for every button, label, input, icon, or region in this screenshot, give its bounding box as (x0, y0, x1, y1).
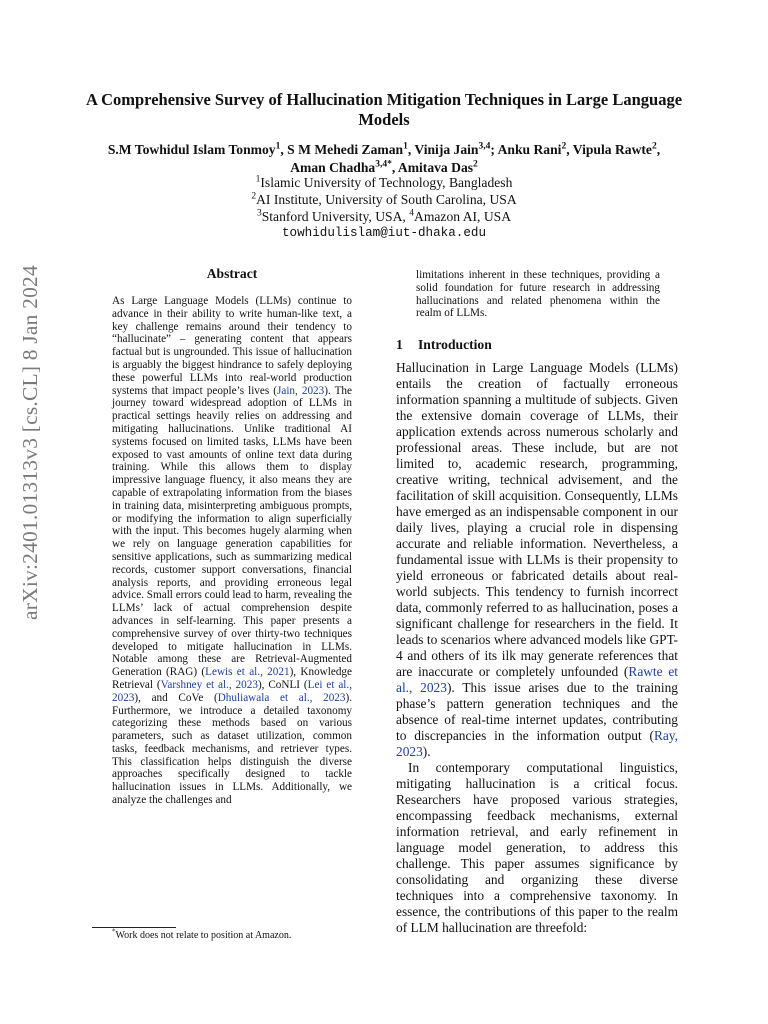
abstract-continued: limitations inherent in these techniques, providing a solid foundation for future research in addressing hallucinations and related phenomena within the realm of LLMs. (416, 269, 660, 320)
abstract-text: ), and CoVe ( (134, 691, 218, 704)
footnote (112, 927, 372, 942)
author-affiliation-mark: 2 (473, 159, 478, 170)
section-number: 1 (396, 337, 403, 352)
affiliation-line (100, 209, 668, 226)
abstract-text: As Large Language Models (LLMs) continue to advance in their ability to write human-like text, a key challenge remains around their tendency to “hallucinate” – generating content that appears factual but is ungrounded. This issue of hallucination is arguably the biggest hindrance to safely deploying these powerful LLMs into real-world production systems that impact people’s lives ( (112, 295, 352, 397)
citation-link[interactable]: Jain, 2023 (277, 384, 325, 397)
paragraph (396, 360, 678, 760)
affiliation-name: Amazon AI, USA (414, 208, 512, 224)
abstract-text: ). Furthermore, we introduce a detailed taxonomy categorizing these methods based on various parameters, such as dataset utilization, common tasks, feedback mechanisms, and retriever types. This classification helps distinguish the diverse approaches specifically designed to tackle hallucination issues in LLMs. Additionally, we analyze the challenges and (112, 691, 353, 807)
introduction-body (396, 360, 678, 936)
author-name: Amitava Das (397, 160, 474, 175)
author-name: Aman Chadha (290, 160, 376, 175)
paragraph: In contemporary computational linguistics, mitigating hallucination is a critical focus. Researchers have proposed various strategies, encompassing feedback mechanisms, external information retrieval, and early refinement in language model generation, to address this challenge. This paper assumes significance by consolidating and organizing these diverse techniques into a comprehensive taxonomy. In essence, the contributions of this paper to the realm of LLM hallucination are threefold: (396, 760, 678, 935)
affiliation-name: Stanford University, USA, (261, 208, 410, 224)
author-name: Anku Rani (497, 142, 562, 157)
citation-link[interactable]: Dhuliawala et al., 2023 (217, 691, 346, 704)
abstract-text: ). The journey toward widespread adoption of LLMs in practical settings heavily relies on addressing and mitigating hallucinations. Unlike traditional AI systems focused on limited tasks, LLMs have been exposed to vast amounts of online text data during training. While this allows them to display impressive language fluency, it also means they are capable of extrapolating information from the biases in training data, misinterpreting ambiguous prompts, or modifying the information to align superficially with the input. This becomes hugely alarming when we rely on language generation capabilities for sensitive applications, such as summarizing medical records, customer support conversations, financial analysis reports, and providing erroneous legal advice. Small errors could lead to harm, revealing the LLMs’ lack of actual comprehension despite advances in self-learning. This paper presents a comprehensive survey of over thirty-two techniques developed to mitigate hallucination in LLMs. Notable among these are Retrieval-Augmented Generation (RAG) ( (112, 384, 352, 679)
author-separator: , (280, 142, 288, 157)
footnote-mark: * (112, 927, 116, 936)
affiliation-name: Islamic University of Technology, Bangladesh (260, 175, 513, 190)
author-affiliation-mark: 1 (275, 141, 281, 152)
affiliation-mark: 1 (255, 174, 261, 185)
arxiv-identifier: arXiv:2401.01313v3 [cs.CL] 8 Jan 2024 (18, 265, 42, 620)
author-name: S M Mehedi Zaman (287, 142, 404, 157)
intro-text: Hallucination in Large Language Models (LLMs) entails the creation of factually erroneous information spanning a multitude of subjects. Given the extensive domain coverage of LLMs, their application extends across numerous scholarly and professional areas. These include, but are not limited to, academic research, programming, creative writing, technical advisement, and the facilitation of skill acquisition. Consequently, LLMs have emerged as an indispensable component in our daily lives, playing a crucial role in dispensing accurate and reliable information. Nevertheless, a fundamental issue with LLMs is their propensity to yield erroneous or fabricated details about real-world subjects. This tendency to furnish incorrect data, commonly referred to as hallucination, poses a significant challenge for researchers in the field. It leads to scenarios where advanced models like GPT-4 and others of its ilk may generate references that are inaccurate or completely unfounded ( (396, 360, 678, 679)
affiliation-name: AI Institute, University of South Carolina, USA (256, 191, 517, 207)
author-separator: , (566, 142, 573, 157)
author-affiliation-mark: 2 (651, 141, 657, 152)
abstract-body (112, 295, 352, 807)
author-separator: ; (490, 142, 498, 157)
author-separator: , (407, 142, 415, 157)
affiliation-mark: 2 (251, 191, 257, 202)
author-affiliation-mark: 3,4* (375, 159, 392, 170)
citation-link[interactable]: Varshney et al., 2023 (160, 678, 258, 691)
section-heading (396, 337, 492, 353)
footnote-divider (92, 927, 176, 928)
affiliation-line (100, 192, 668, 209)
citation-link[interactable]: Ray, 2023 (396, 728, 678, 759)
affiliation-mark: 4 (409, 208, 414, 219)
intro-text: ). (422, 744, 431, 759)
intro-text: ). This issue arises due to the training phase’s pattern generation techniques and the absence of real-time internet updates, contributing to discrepancies in the information output ( (396, 680, 678, 743)
author-affiliation-mark: 2 (561, 141, 567, 152)
author-affiliation-mark: 1 (403, 141, 408, 152)
citation-link[interactable]: Lei et al., 2023 (112, 678, 352, 704)
author-separator: , (656, 142, 661, 157)
contact-email: towhidulislam@iut-dhaka.edu (281, 226, 487, 241)
affiliation-line (100, 175, 668, 192)
abstract-text: ), Knowledge Retrieval ( (112, 666, 352, 691)
affiliations (100, 175, 668, 242)
abstract-heading: Abstract (206, 266, 258, 281)
author-list (60, 141, 708, 177)
footnote-text: Work does not relate to position at Amazon. (115, 930, 292, 941)
author-separator: , (391, 160, 398, 175)
abstract-text: ), CoNLI ( (257, 678, 308, 691)
author-name: Vinija Jain (414, 142, 479, 157)
author-name: Vipula Rawte (572, 142, 652, 157)
paper-title: A Comprehensive Survey of Hallucination Mitigation Techniques in Large Language Models (85, 90, 683, 129)
section-title: Introduction (418, 337, 492, 352)
citation-link[interactable]: Rawte et al., 2023 (396, 664, 678, 695)
citation-link[interactable]: Lewis et al., 2021 (205, 666, 290, 679)
author-name: S.M Towhidul Islam Tonmoy (107, 142, 276, 157)
affiliation-mark: 3 (256, 208, 262, 219)
author-affiliation-mark: 3,4 (478, 141, 491, 152)
